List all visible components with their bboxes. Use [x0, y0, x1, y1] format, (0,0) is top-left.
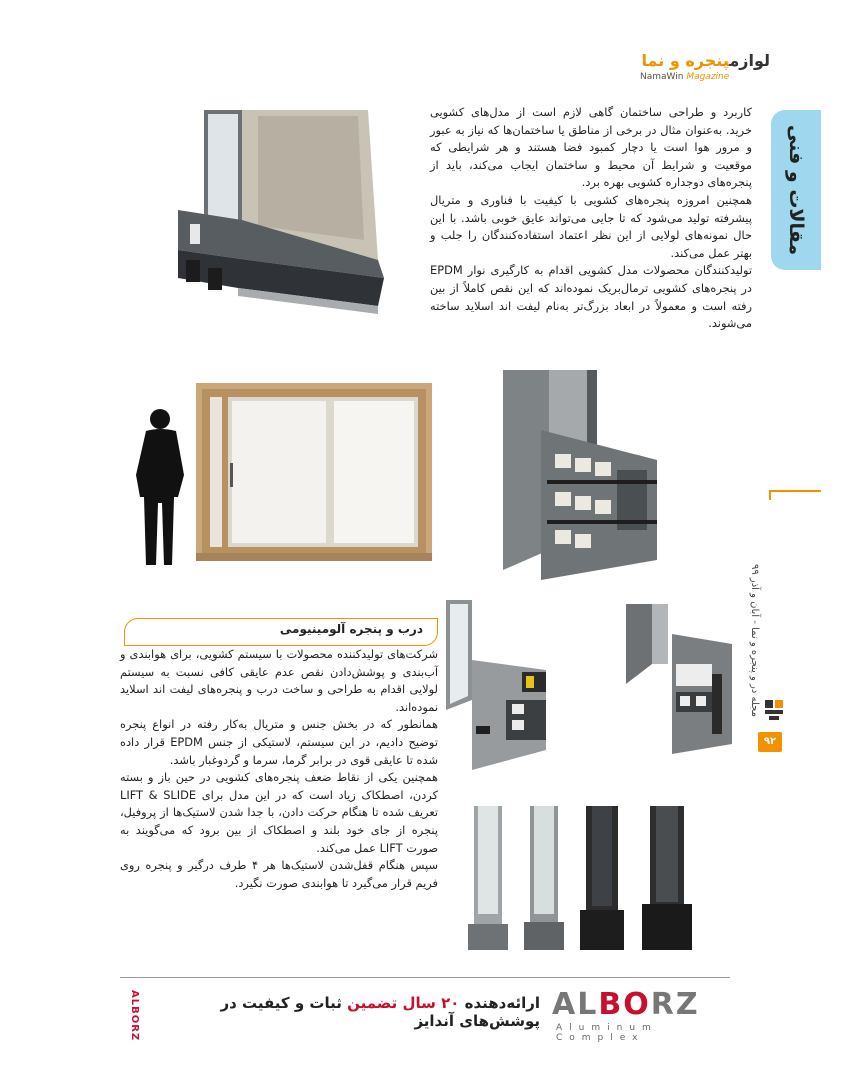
icon-bar: [769, 716, 779, 720]
icon-bar: [765, 710, 783, 714]
article-paragraph: سپس هنگام قفل‌شدن لاستیک‌ها هر ۴ طرف درگیر و پنجره روی فریم قرار می‌گیرد تا هوابندی صورت نگیرد.: [120, 858, 438, 890]
magazine-icon: [765, 700, 785, 722]
magazine-logo-subtitle: NamaWin Magazine: [640, 72, 730, 82]
article-paragraph: تولیدکنندگان محصولات مدل کشویی اقدام به کارگیری نوار EPDM در پنجره‌های کشویی ترمال‌بریک نموده‌اند که این نقص کاملاً از بین رفته است و معمولاً در ابعاد بزرگ‌تر به‌نام لیفت اند اسلاید ساخته می‌شوند.: [430, 263, 752, 331]
icon-square: [775, 700, 783, 708]
section-tab: [771, 110, 821, 270]
magazine-logo-title: لوازمپنجره و نما: [641, 51, 770, 70]
aluminum-window-corner-image: [446, 600, 572, 776]
aluminum-casement-section-image: [612, 604, 748, 760]
aluminum-frame-section-image: [497, 370, 671, 580]
article-paragraph: شرکت‌های تولیدکننده محصولات با سیستم کشویی، برای هوابندی و آب‌بندی و پوشش‌دادن نقص عدم عایقی کافی نسبت به سیستم لولایی اقدام به طراحی و ساخت درب و پنجره‌های لیفت اند اسلاید نموده‌اند.: [120, 647, 438, 714]
magazine-logo: [640, 52, 770, 88]
person-silhouette-image: [124, 405, 198, 567]
footer-brand-vertical: [124, 990, 140, 1040]
section-title: درب و پنجره آلومینیومی: [279, 622, 423, 636]
article-top-text: [430, 104, 752, 333]
footer-slogan: ارائه‌دهنده ۲۰ سال تضمین ثبات و کیفیت در پوشش‌های آندایز: [220, 994, 540, 1030]
article-paragraph: کاربرد و طراحی ساختمان گاهی لازم است از مدل‌های کشویی خرید. به‌عنوان مثال در برخی از مناطق یا ساختمان‌ها که نیاز به عبور و مرور هوا است یا دچار کمبود فضا هستند و هر شرایطی که موقعیت و شرایط آن محیط و ساختمان ایجاب می‌کند، باید از پنجره‌های دوجداره کشویی بهره برد.: [430, 105, 752, 190]
article-paragraph: همانطور که در بخش جنس و متریال به‌کار رفته در انواع پنجره توضیح دادیم، در این سیستم، لاستیکی از جنس EPDM قرار داده شده تا عایقی قوی در برابر گرما، سرما و گردوغبار باشد.: [120, 717, 438, 767]
article-paragraph: همچنین یکی از نقاط ضعف پنجره‌های کشویی در حین باز و بسته کردن، اصطکاک زیاد است که در این مدل برای LIFT & SLIDE تعریف شده تا هنگام حرکت دادن، با جدا شدن لاستیک‌ها از پروفیل، پنجره از جای خود بلند و اصطکاک از بین برود که می‌گویند به صورت LIFT عمل می‌کند.: [120, 770, 439, 855]
sliding-window-section-image: [178, 110, 388, 320]
section-tab-label: مقالات و فنی: [785, 124, 807, 256]
article-bottom-text: [120, 646, 438, 892]
footer-brand-vertical-text: ALBORZ: [129, 990, 140, 1042]
vertical-magazine-caption: مجله در و پنجره و نما - آبان و آذر ۹۹: [749, 563, 760, 717]
icon-square: [765, 700, 773, 708]
alborz-logo-subtitle: Aluminum Complex: [556, 1023, 658, 1043]
thermal-break-profiles-image: [462, 806, 698, 962]
page-number: ۹۲: [758, 732, 782, 752]
alborz-logo: [552, 987, 730, 1043]
orange-rule: [769, 490, 821, 492]
sliding-door-image: [196, 383, 432, 561]
alborz-logo-wordmark: ALBORZ: [552, 987, 700, 1022]
article-paragraph: همچنین امروزه پنجره‌های کشویی با کیفیت با فناوری و متریال پیشرفته تولید می‌شود که تا جایی می‌تواند عایق خوبی باشد. با این حال نمونه‌های لولایی از این نظر اعتماد استفاده‌کنندگان را جلب و بهتر عمل می‌کند.: [430, 192, 752, 260]
orange-rule-tick: [769, 490, 771, 500]
footer-rule: [120, 977, 730, 978]
section-header: [124, 618, 438, 646]
